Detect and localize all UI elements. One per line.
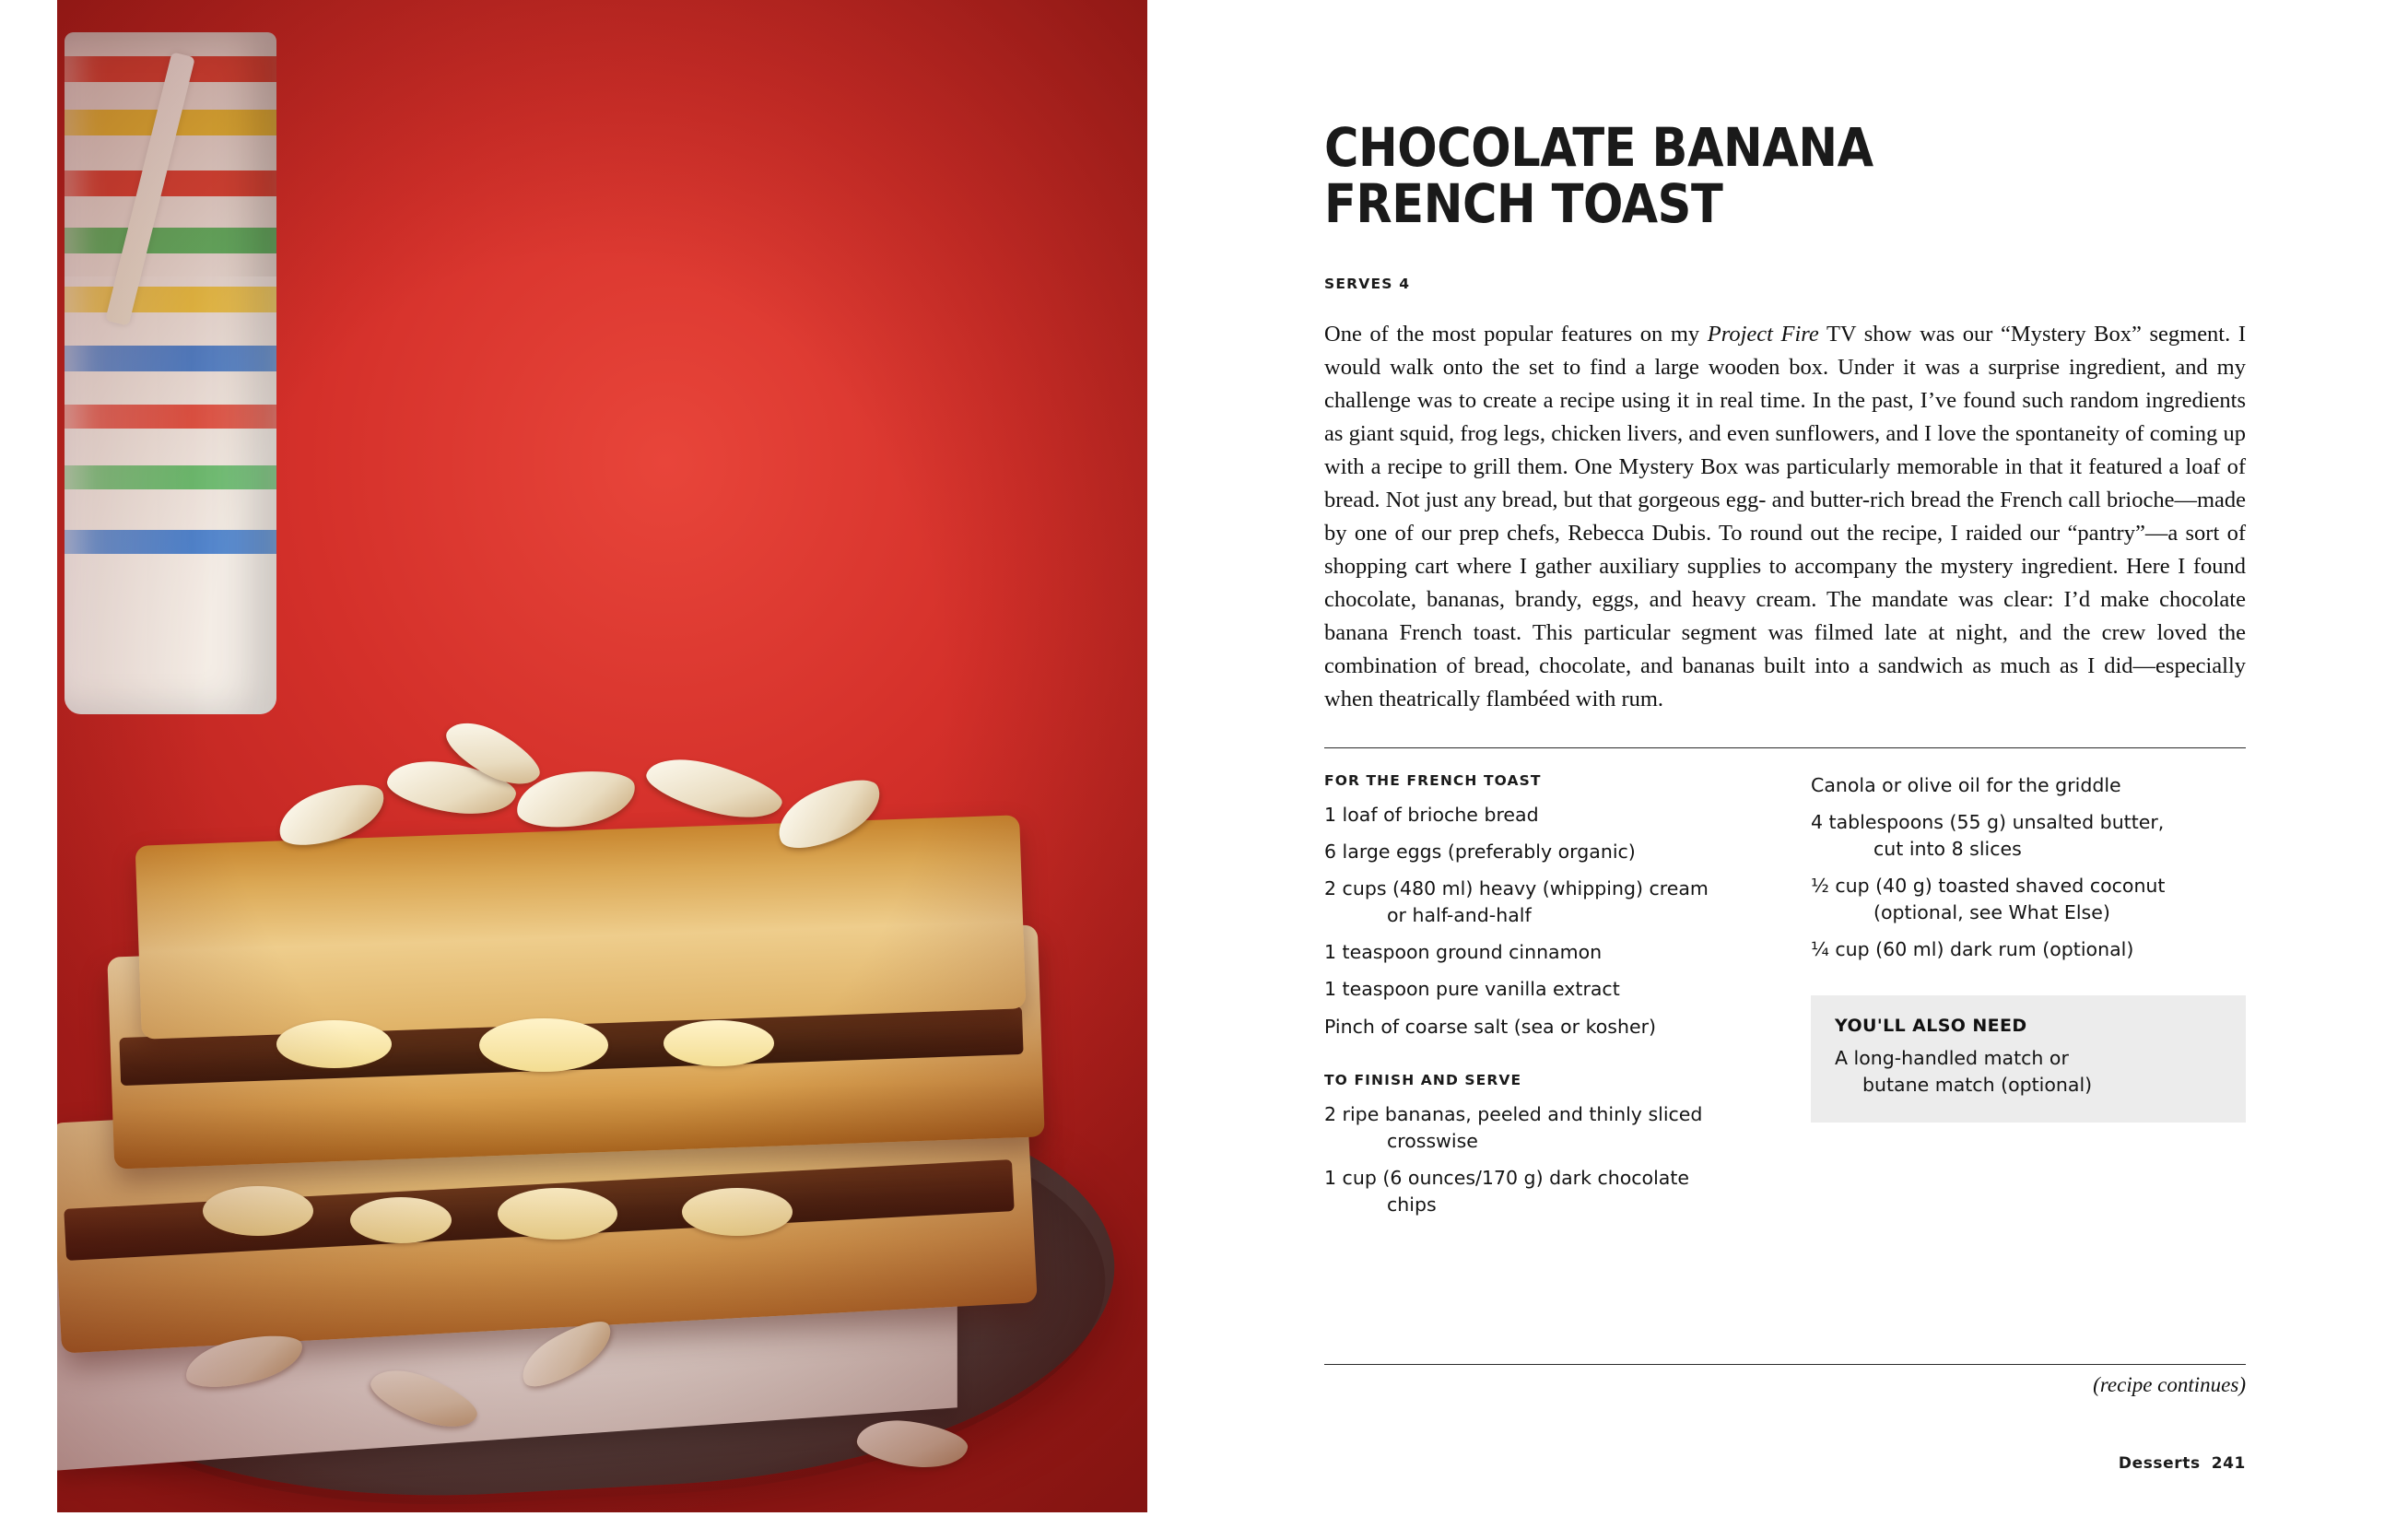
ingredient-text: Pinch of coarse salt (sea or kosher) — [1324, 1015, 1657, 1038]
recipe-content — [1324, 116, 2246, 1228]
ingredient-text: 6 large eggs (preferably organic) — [1324, 841, 1636, 864]
youll-also-need-line-1: A long-handled match or — [1835, 1046, 2069, 1069]
ingredient-text: 2 cups (480 ml) heavy (whipping) cream — [1324, 877, 1709, 900]
recipe-photo — [0, 0, 1147, 1540]
list-item — [1324, 802, 1759, 829]
divider-top — [1324, 747, 2246, 748]
list-item — [1324, 876, 1759, 929]
ingredient-text-cont: or half-and-half — [1387, 904, 1532, 927]
ingredient-text: 1 teaspoon ground cinnamon — [1324, 941, 1603, 964]
recipe-yield: SERVES 4 — [1324, 275, 1411, 292]
recipe-text-page — [1147, 0, 2396, 1540]
ingredient-text: ½ cup (40 g) toasted shaved coconut — [1811, 875, 2166, 898]
folio-section: Desserts — [2118, 1454, 2201, 1473]
ingredients-group-3-list — [1811, 772, 2246, 964]
ingredients-column-left — [1324, 772, 1759, 1228]
youll-also-need-title: YOU'LL ALSO NEED — [1835, 1015, 2027, 1036]
list-item — [1811, 772, 2246, 799]
folio-page-number: 241 — [2211, 1454, 2246, 1473]
ingredient-text: Canola or olive oil for the griddle — [1811, 773, 2121, 796]
ingredients-group-2-heading: TO FINISH AND SERVE — [1324, 1071, 1522, 1088]
ingredient-text: 1 cup (6 ounces/170 g) dark chocolate — [1324, 1166, 1689, 1189]
ingredient-text-cont: (optional, see What Else) — [1873, 901, 2110, 924]
divider-bottom — [1324, 1364, 2246, 1365]
ingredients-group-2-list — [1324, 1101, 1759, 1218]
list-item — [1324, 1014, 1759, 1040]
list-item — [1324, 839, 1759, 865]
recipe-headnote: One of the most popular features on my Project Fire TV show was our “Mystery Box” segment. I would walk onto the set to find a large wooden box. Under it was a surprise ingredient, and my challenge was to create a recipe using it in real time. In the past, I’ve found such random ingredients as giant squid, frog legs, chicken livers, and even sunflowers, and I love the spontaneity of coming up with a recipe to grill them. One Mystery Box was particularly memorable in that it featured a loaf of bread. Not just any bread, but that gorgeous egg- and butter-rich bread the French call brioche—made by one of our prep chefs, Rebecca Dubis. To round out the recipe, I raided our “pantry”—a sort of shopping cart where I gather auxiliary supplies to accompany the mystery ingredient. Here I found chocolate, bananas, brandy, eggs, and heavy cream. The mandate was clear: I’d make chocolate banana French toast. This particular segment was filmed late at night, and the crew loved the combination of bread, chocolate, and bananas built into a sandwich as much as I did—especially when theatrically flambéed with rum. — [1324, 321, 2246, 711]
folio — [1324, 1454, 2246, 1473]
list-item — [1324, 939, 1759, 966]
ingredient-text: 2 ripe bananas, peeled and thinly sliced — [1324, 1102, 1703, 1125]
ingredient-text: 4 tablespoons (55 g) unsalted butter, — [1811, 811, 2165, 834]
list-item — [1324, 1165, 1759, 1218]
ingredients-column-right — [1811, 772, 2246, 1228]
list-item — [1811, 809, 2246, 863]
photo-vignette — [0, 0, 1147, 1540]
youll-also-need-text — [1835, 1045, 2222, 1099]
recipe-continues-note: (recipe continues) — [2093, 1373, 2246, 1396]
ingredients-group-1-list — [1324, 802, 1759, 1040]
list-item — [1811, 873, 2246, 926]
ingredient-text-cont: cut into 8 slices — [1873, 838, 2022, 861]
youll-also-need-box — [1811, 995, 2246, 1123]
page-title — [1324, 116, 2135, 236]
ingredient-text-cont: crosswise — [1387, 1129, 1478, 1152]
ingredient-text: 1 loaf of brioche bread — [1324, 803, 1539, 826]
recipe-title-line-1: CHOCOLATE BANANA — [1324, 116, 1873, 179]
ingredient-text-cont: chips — [1387, 1193, 1437, 1217]
ingredients-group-1-heading: FOR THE FRENCH TOAST — [1324, 771, 1542, 789]
list-item — [1324, 1101, 1759, 1155]
youll-also-need-line-2: butane match (optional) — [1862, 1073, 2093, 1096]
ingredient-text: 1 teaspoon pure vanilla extract — [1324, 978, 1620, 1001]
list-item — [1811, 936, 2246, 963]
photo-bottom-margin — [0, 1512, 1147, 1540]
photo-left-margin — [0, 0, 57, 1540]
ingredient-text: ¼ cup (60 ml) dark rum (optional) — [1811, 938, 2134, 961]
ingredients-columns — [1324, 772, 2246, 1228]
recipe-title-line-2: FRENCH TOAST — [1324, 172, 1723, 236]
list-item — [1324, 976, 1759, 1003]
